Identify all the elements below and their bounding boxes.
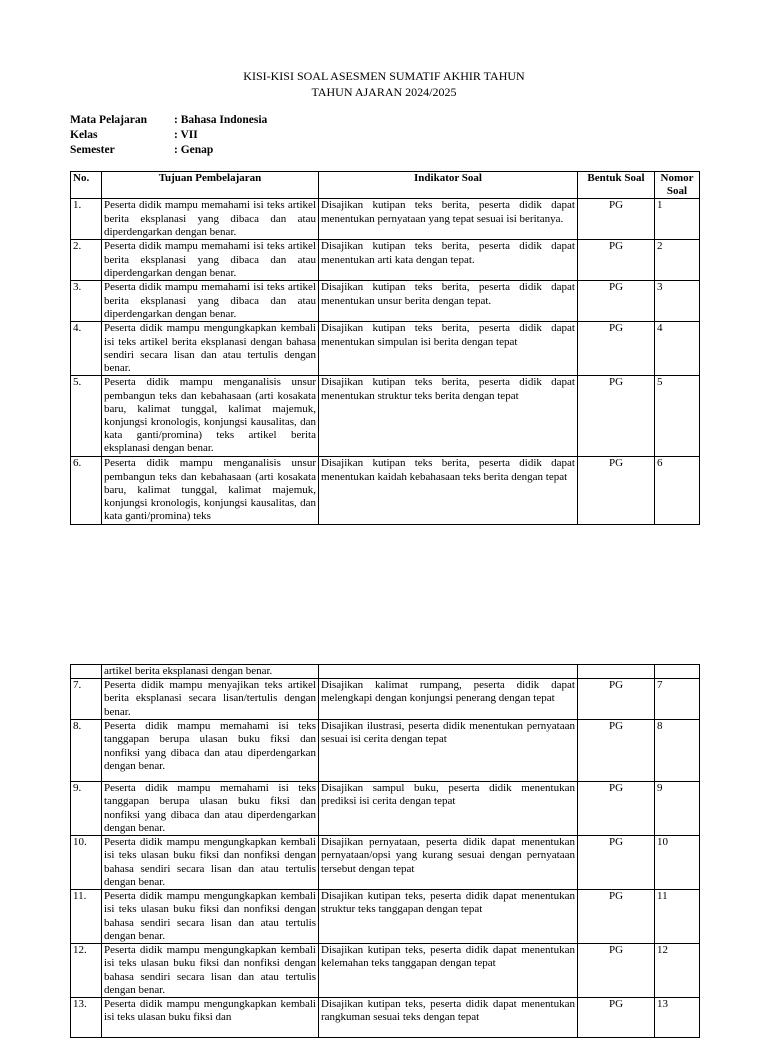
table-row [71, 998, 700, 1038]
header-no: No. [71, 172, 102, 199]
cell-no: 10. [71, 836, 102, 890]
cell-question-number: 7 [655, 679, 700, 720]
meta-row-subject [70, 113, 267, 128]
header-learning-objective: Tujuan Pembelajaran [102, 172, 319, 199]
cell-question-form: PG [578, 998, 655, 1038]
cell-learning-objective: Peserta didik mampu menganalisis unsur pembangun teks dan kebahasaan (arti kosakata baru, kalimat tunggal, kalimat majemuk, konjungsi kronologis, konjungsi kausalitas, dan kata ganti/promina) teks [102, 457, 319, 525]
cell-no: 13. [71, 998, 102, 1038]
cell-question-form: PG [578, 679, 655, 720]
cell-question-form: PG [578, 240, 655, 281]
cell-question-form: PG [578, 890, 655, 944]
meta-value: : Genap [174, 144, 214, 156]
meta-row-semester [70, 143, 267, 158]
cell-question-number: 13 [655, 998, 700, 1038]
grid-table-page2 [70, 664, 700, 1038]
table-row [71, 322, 700, 376]
cell-no: 12. [71, 944, 102, 998]
cell-question-number: 12 [655, 944, 700, 998]
header-indicator: Indikator Soal [319, 172, 578, 199]
cell-no: 1. [71, 199, 102, 240]
cell-learning-objective: Peserta didik mampu menyajikan teks artikel berita eksplanasi secara lisan/tertulis dengan benar. [102, 679, 319, 720]
cell-question-number: 1 [655, 199, 700, 240]
table-row [71, 836, 700, 890]
cell-no: 3. [71, 281, 102, 322]
cell-question-number: 2 [655, 240, 700, 281]
cell-learning-objective: Peserta didik mampu mengungkapkan kembali isi teks ulasan buku fiksi dan [102, 998, 319, 1038]
table-row [71, 720, 700, 782]
cell-question-number: 11 [655, 890, 700, 944]
cell-indicator: Disajikan ilustrasi, peserta didik menentukan pernyataan sesuai isi cerita dengan tepat [319, 720, 578, 782]
cell-question-number: 10 [655, 836, 700, 890]
cell-question-form: PG [578, 199, 655, 240]
cell-learning-objective: Peserta didik mampu mengungkapkan kembali isi teks ulasan buku fiksi dan nonfiksi dengan bahasa sendiri secara lisan dan atau tertulis dengan benar. [102, 836, 319, 890]
cell-no [71, 665, 102, 679]
table-row [71, 199, 700, 240]
cell-question-form: PG [578, 457, 655, 525]
cell-indicator: Disajikan pernyataan, peserta didik dapat menentukan pernyataan/opsi yang kurang sesuai dengan pernyataan tersebut dengan tepat [319, 836, 578, 890]
cell-learning-objective: Peserta didik mampu menganalisis unsur pembangun teks dan kebahasaan (arti kosakata baru, kalimat tunggal, kalimat majemuk, konjungsi kronologis, konjungsi kausalitas, dan kata ganti/promina) teks artikel berita eksplanasi dengan benar. [102, 376, 319, 457]
cell-learning-objective: Peserta didik mampu memahami isi teks artikel berita eksplanasi yang dibaca dan atau diperdengarkan dengan benar. [102, 240, 319, 281]
cell-indicator: Disajikan kutipan teks, peserta didik dapat menentukan struktur teks tanggapan dengan tepat [319, 890, 578, 944]
cell-learning-objective: artikel berita eksplanasi dengan benar. [102, 665, 319, 679]
cell-indicator: Disajikan kutipan teks berita, peserta didik dapat menentukan kaidah kebahasaan teks berita dengan tepat [319, 457, 578, 525]
cell-indicator: Disajikan kutipan teks berita, peserta didik dapat menentukan simpulan isi berita dengan tepat [319, 322, 578, 376]
cell-question-number: 9 [655, 782, 700, 836]
table-row [71, 240, 700, 281]
cell-learning-objective: Peserta didik mampu memahami isi teks tanggapan berupa ulasan buku fiksi dan nonfiksi yang dibaca dan atau diperdengarkan dengan benar. [102, 782, 319, 836]
table-row-continuation [71, 665, 700, 679]
meta-key: Kelas [70, 129, 98, 141]
meta-block [70, 113, 267, 158]
cell-question-number: 3 [655, 281, 700, 322]
meta-key: Semester [70, 144, 115, 156]
cell-question-number: 4 [655, 322, 700, 376]
cell-learning-objective: Peserta didik mampu mengungkapkan kembali isi teks ulasan buku fiksi dan nonfiksi dengan bahasa sendiri secara lisan dan atau tertulis dengan benar. [102, 944, 319, 998]
header-question-number: Nomor Soal [655, 172, 700, 199]
cell-indicator: Disajikan kutipan teks, peserta didik dapat menentukan rangkuman sesuai teks dengan tepat [319, 998, 578, 1038]
cell-no: 7. [71, 679, 102, 720]
table-row [71, 679, 700, 720]
document-subtitle: TAHUN AJARAN 2024/2025 [311, 85, 457, 99]
cell-question-form: PG [578, 836, 655, 890]
cell-question-form [578, 665, 655, 679]
cell-question-form: PG [578, 322, 655, 376]
cell-learning-objective: Peserta didik mampu memahami isi teks artikel berita eksplanasi yang dibaca dan atau diperdengarkan dengan benar. [102, 199, 319, 240]
meta-key: Mata Pelajaran [70, 114, 147, 126]
cell-indicator: Disajikan kutipan teks berita, peserta didik dapat menentukan arti kata dengan tepat. [319, 240, 578, 281]
cell-no: 6. [71, 457, 102, 525]
cell-indicator: Disajikan kutipan teks berita, peserta didik dapat menentukan pernyataan yang tepat sesuai isi beritanya. [319, 199, 578, 240]
cell-indicator [319, 665, 578, 679]
table-row [71, 376, 700, 457]
cell-question-number: 5 [655, 376, 700, 457]
cell-no: 8. [71, 720, 102, 782]
cell-indicator: Disajikan sampul buku, peserta didik menentukan prediksi isi cerita dengan tepat [319, 782, 578, 836]
meta-value: : VII [174, 129, 198, 141]
cell-indicator: Disajikan kutipan teks berita, peserta didik dapat menentukan struktur teks berita dengan tepat [319, 376, 578, 457]
cell-question-form: PG [578, 281, 655, 322]
cell-no: 2. [71, 240, 102, 281]
document-title: KISI-KISI SOAL ASESMEN SUMATIF AKHIR TAHUN [243, 69, 525, 83]
cell-indicator: Disajikan kutipan teks, peserta didik dapat menentukan kelemahan teks tanggapan dengan tepat [319, 944, 578, 998]
cell-indicator: Disajikan kutipan teks berita, peserta didik dapat menentukan unsur berita dengan tepat. [319, 281, 578, 322]
table-row [71, 944, 700, 998]
grid-table-page1 [70, 171, 700, 525]
cell-no: 4. [71, 322, 102, 376]
cell-question-number [655, 665, 700, 679]
cell-learning-objective: Peserta didik mampu mengungkapkan kembali isi teks ulasan buku fiksi dan nonfiksi dengan bahasa sendiri secara lisan dan atau tertulis dengan benar. [102, 890, 319, 944]
cell-question-form: PG [578, 782, 655, 836]
table-row [71, 457, 700, 525]
cell-learning-objective: Peserta didik mampu memahami isi teks artikel berita eksplanasi yang dibaca dan atau diperdengarkan dengan benar. [102, 281, 319, 322]
cell-no: 9. [71, 782, 102, 836]
cell-question-number: 8 [655, 720, 700, 782]
cell-no: 5. [71, 376, 102, 457]
meta-row-class [70, 128, 267, 143]
table-row [71, 782, 700, 836]
meta-value: : Bahasa Indonesia [174, 114, 268, 126]
cell-learning-objective: Peserta didik mampu mengungkapkan kembali isi teks artikel berita eksplanasi dengan bahasa sendiri secara lisan dan atau tertulis dengan benar. [102, 322, 319, 376]
cell-question-number: 6 [655, 457, 700, 525]
table-row [71, 281, 700, 322]
cell-no: 11. [71, 890, 102, 944]
cell-question-form: PG [578, 376, 655, 457]
table-header-row [71, 172, 700, 199]
cell-indicator: Disajikan kalimat rumpang, peserta didik dapat melengkapi dengan konjungsi penerang dengan tepat [319, 679, 578, 720]
header-question-form: Bentuk Soal [578, 172, 655, 199]
cell-question-form: PG [578, 944, 655, 998]
cell-question-form: PG [578, 720, 655, 782]
cell-learning-objective: Peserta didik mampu memahami isi teks tanggapan berupa ulasan buku fiksi dan nonfiksi yang dibaca dan atau diperdengarkan dengan benar. [102, 720, 319, 782]
table-row [71, 890, 700, 944]
